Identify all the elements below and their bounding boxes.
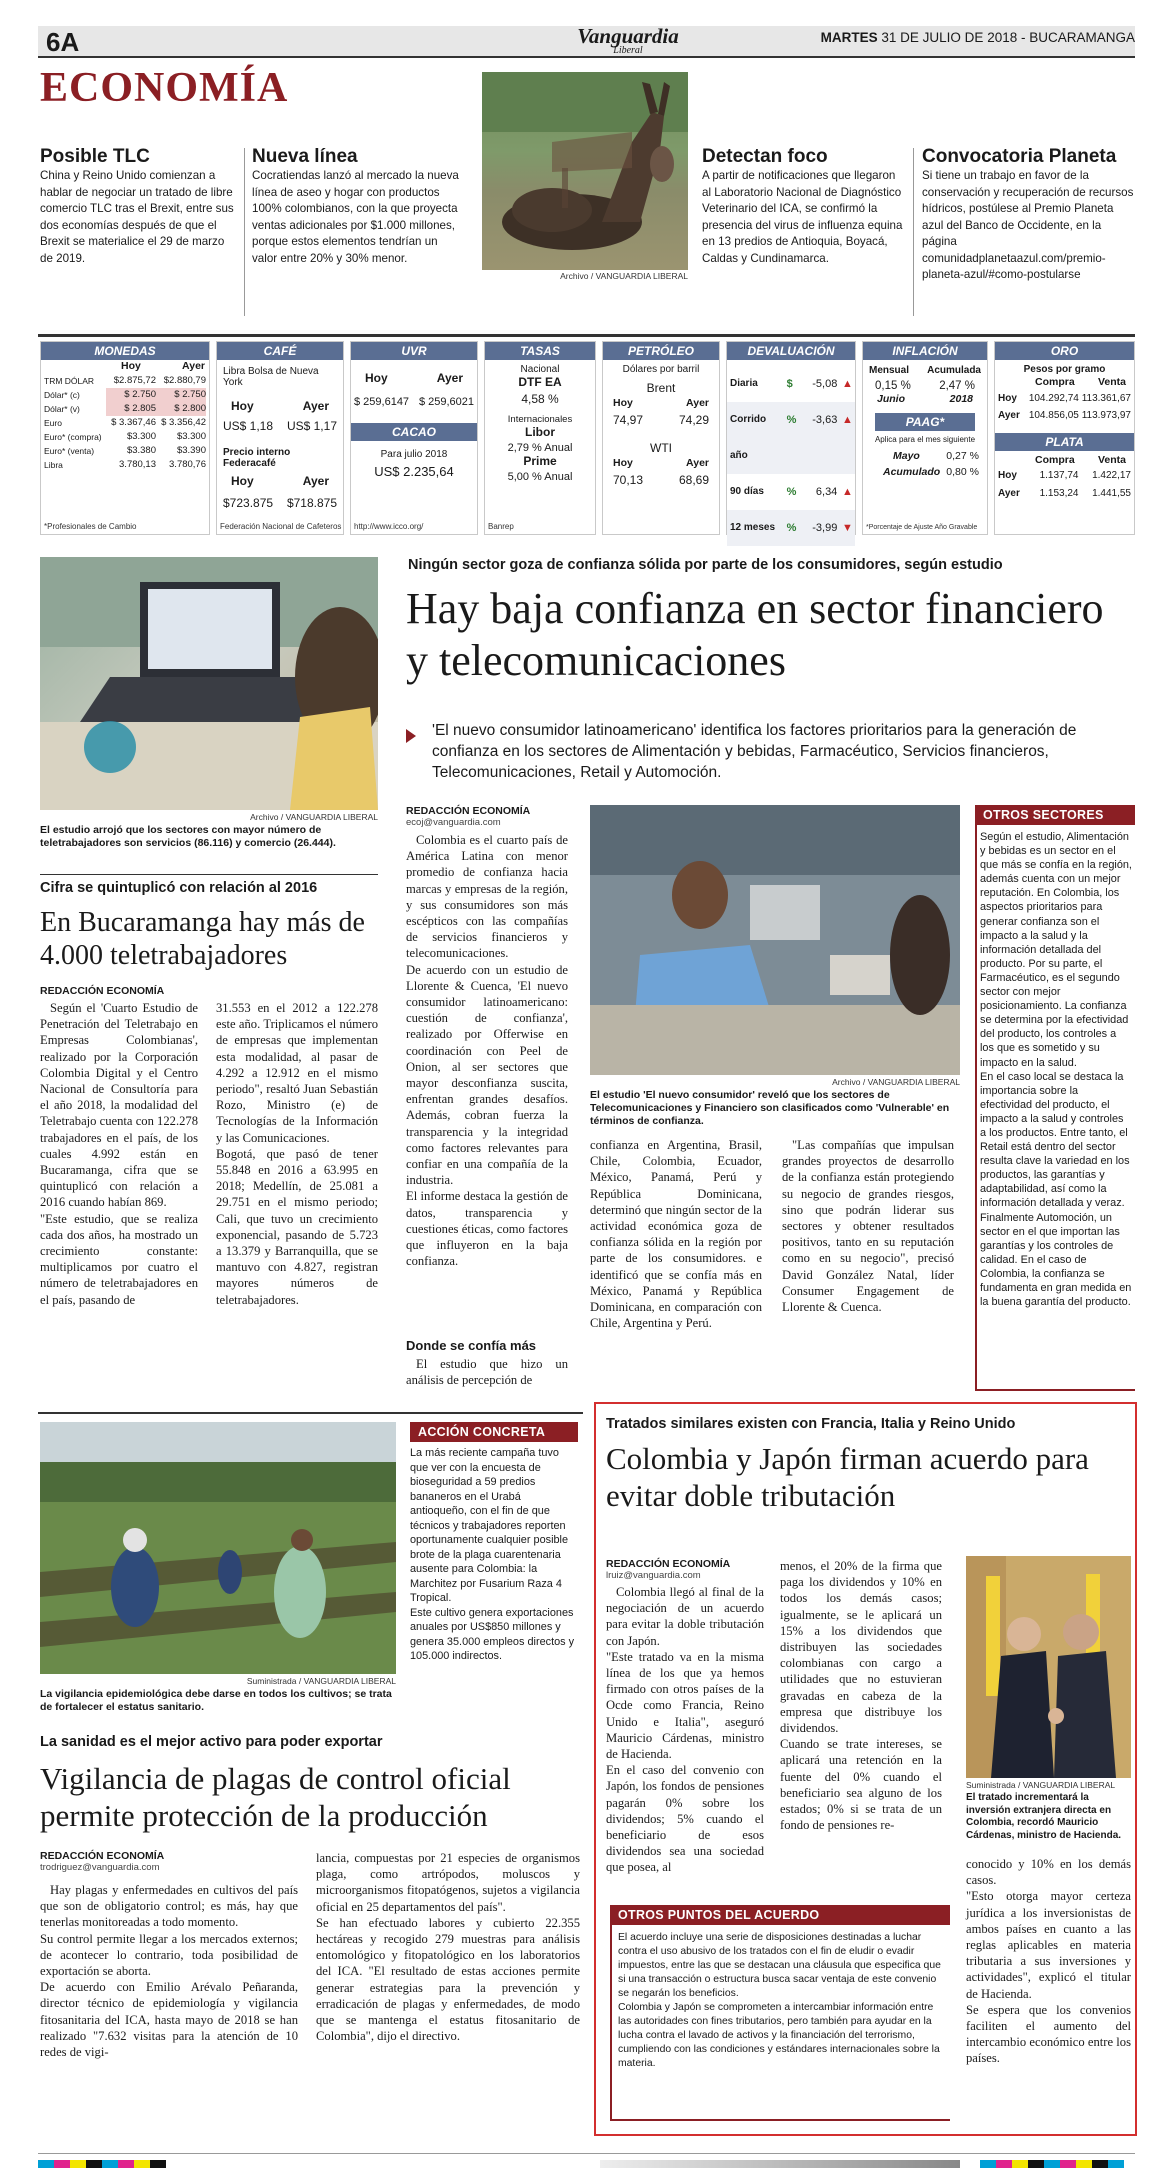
market-cell: 113.361,67: [1081, 392, 1131, 404]
wti-heads: [603, 455, 719, 471]
market-cell: 12 meses: [730, 522, 776, 533]
market-row: [41, 374, 209, 388]
market-cell: %: [786, 522, 797, 534]
main-deck: [406, 720, 1136, 783]
paag-mayo-label: Mayo: [893, 449, 920, 462]
wti-v2: 68,69: [678, 472, 709, 487]
tele-headline: En Bucaramanga hay más de 4.000 teletrabajadores: [40, 907, 365, 971]
market-cell: Dólar* (v): [44, 403, 80, 414]
market-cell: Hoy: [998, 470, 1017, 481]
paag-mayo: [863, 444, 987, 464]
market-note: *Profesionales de Cambio: [44, 522, 137, 531]
japon-headline: Colombia y Japón firman acuerdo para evitar doble tributación: [606, 1441, 1089, 1513]
japon-col3: conocido y 10% en los demás casos. "Esto otorga mayor certeza jurídica a los inversionistas de ambos países en cuanto a las reglas aplicables en materia tributaria a sus inversiones y actividades", explicó el titular de Hacienda. Se espera que los convenios faciliten el aumento del intercambio económico entre los países.: [966, 1857, 1131, 2066]
cafe-v2: US$ 1,17: [286, 418, 337, 433]
market-row: [41, 458, 209, 472]
market-cell: TRM DÓLAR: [44, 375, 95, 386]
market-cell: $2.880,79: [163, 374, 206, 386]
brief-title: Posible TLC: [40, 146, 150, 167]
market-devaluacion: [726, 341, 856, 535]
brief-title: Detectan foco: [702, 146, 828, 167]
bank-illustration: [590, 805, 960, 1075]
col-ayer: Ayer: [302, 399, 329, 413]
market-cell: 6,34: [815, 486, 838, 498]
plagas-byline: [40, 1850, 164, 1873]
plagas-byline-email: trodriguez@vanguardia.com: [40, 1862, 160, 1873]
market-petroleo: [602, 341, 720, 535]
farm-photo-credit: Suministrada / VANGUARDIA LIBERAL: [246, 1676, 396, 1686]
plagas-headline: Vigilancia de plagas de control oficial permite protección de la producción: [40, 1761, 511, 1833]
date-line: [821, 30, 1135, 45]
market-cell: Ayer: [998, 410, 1020, 421]
market-header: TASAS: [485, 342, 595, 360]
col-ayer: Ayer: [182, 360, 205, 372]
market-cell: 1.137,74: [1039, 470, 1079, 481]
col-hoy: Hoy: [613, 457, 633, 469]
infl-labels: [863, 393, 987, 407]
plagas-col2: lancia, compuestas por 21 especies de organismos plaga, como artrópodos, moluscos y microorganismos fitopatógenos, sujetos a vigilancia oficial en 25 departamentos del país". Se han efectuado labores y cubierto 22.355 hectáreas y recogido 279 muestras para análisis entomológico y fitopatológico en los laboratorios del ICA. "El resultado de estas acciones permite generar estrategias para la prevención y erradicación de plagas y enfermedades, de modo que se mantenga el estatus fitosanitario de Colombia", dijo el directivo.: [316, 1851, 580, 2044]
cacao-sub: Para julio 2018: [380, 449, 448, 460]
tasas-v2: 2,79 % Anual: [507, 442, 573, 454]
market-cell: 3.780,13: [119, 458, 156, 470]
tele-byline: REDACCIÓN ECONOMÍA: [40, 985, 165, 997]
japon-col2: menos, el 20% de la firma que paga los dividendos y 10% en todos los demás casos; igualmente, se le aplicará un 15% a los dividendos que distribuyen las sociedades colombianas con cargo a utilidades que no estuvieran gravadas en cabeza de la empresa que distribuye los dividendos. Cuando se trate intereses, se aplicará una retención en la fuente del 0% cuando el beneficiario sea alguno de los estados; 0% si se trata de un fondo de pensiones re-: [780, 1559, 942, 1833]
col-hoy: Hoy: [121, 360, 141, 372]
brief-2: [252, 145, 460, 267]
market-oro: [994, 341, 1135, 535]
market-cell: $3.380: [126, 444, 156, 456]
market-cell: 104.292,74: [1028, 392, 1079, 404]
wti-vals: [603, 471, 719, 488]
brief-text: Si tiene un trabajo en favor de la conservación y recuperación de recursos hídricos, postúlese al Premio Planeta azul del Banco de Occidente, en la página comunidadplanetaazul.com/premio-planeta-azul/#como-postularse: [922, 169, 1134, 281]
market-row: [41, 388, 209, 402]
cafe-vals: [217, 414, 343, 434]
market-cell: -3,63: [812, 414, 838, 426]
market-cell: 3.780,76: [169, 458, 206, 470]
masthead: [38, 26, 1135, 58]
japon-byline: [606, 1558, 730, 1581]
market-header: MONEDAS: [41, 342, 209, 360]
col-hoy: Hoy: [231, 399, 254, 413]
paag-acum-label: Acumulado: [883, 466, 941, 478]
market-cell: $ 2.805: [106, 402, 156, 416]
cafe-v3: $723.875: [223, 495, 274, 510]
paag-mayo-val: 0,27 %: [946, 449, 979, 462]
market-cell: $ 2.800: [156, 402, 206, 416]
section-rule: [38, 1412, 583, 1414]
bank-photo-credit: Archivo / VANGUARDIA LIBERAL: [832, 1077, 960, 1087]
infl-v2: 2,47 %: [939, 379, 975, 392]
paag-acum: [863, 463, 987, 480]
market-cell: 104.856,05: [1028, 410, 1079, 421]
main-subhead: Donde se confía más: [406, 1338, 537, 1353]
market-cell: Euro* (venta): [44, 445, 95, 456]
market-header: DEVALUACIÓN: [727, 342, 855, 360]
market-row: [727, 474, 855, 510]
market-cafe: [216, 341, 344, 535]
infl-h2: Acumulada: [927, 365, 981, 376]
main-col1: Colombia es el cuarto país de América Latina con menor promedio de confianza hacia marcas y empresas de la región, y sus consumidores son más escépticos con las compañías de servicios financieros y telecomunicaciones. De acuerdo con un estudio de Llorente & Cuenca, 'El nuevo consumidor latinoamericano: cuestión de confianza', realizado por Offerwise en coordinación con Peel de Onion, al ser sectores que mayor desconfianza suscita, enfrentan grandes desafíos. Además, cobran fuerza la transparencia y la integridad como factores relevantes para confiar en una compañía de la industria. El informe destaca la gestión de datos, transparencia y cuestiones éticas, como factores que influyeron en la baja confianza.: [406, 833, 568, 1269]
brief-title: Nueva línea: [252, 146, 358, 167]
brief-title: Convocatoria Planeta: [922, 146, 1117, 167]
plagas-byline-name: REDACCIÓN ECONOMÍA: [40, 1850, 165, 1862]
brand-name: Vanguardia: [577, 24, 679, 48]
market-row: [995, 390, 1134, 408]
market-row: [41, 402, 209, 416]
tasas-l2: DTF EA: [518, 375, 562, 389]
market-cell: $ 3.367,46: [111, 416, 156, 428]
col-ayer: Ayer: [302, 474, 329, 488]
market-cell: ▼: [841, 522, 853, 534]
market-row: [995, 485, 1134, 503]
col-hoy: Hoy: [365, 371, 388, 385]
market-cell: -5,08: [812, 378, 838, 390]
section-title: ECONOMÍA: [40, 65, 289, 111]
market-cell: $2.875,72: [113, 374, 156, 386]
cafe-v4: $718.875: [286, 495, 337, 510]
oro-rows: [995, 390, 1134, 425]
main-byline-email: ecoj@vanguardia.com: [406, 817, 501, 828]
main-col2: confianza en Argentina, Brasil, Chile, Colombia, Ecuador, México, Panamá, Perú y República Dominicana, determinó que ningún sector de la actividad económica goza de confianza sólida en la región por parte de los consumidores. e identificó que se confía más en México, Panamá y República Dominicana, en comparación con Chile, Argentina y Perú.: [590, 1138, 762, 1331]
brent-heads: [603, 395, 719, 411]
oro-compra: Compra: [1035, 376, 1075, 388]
market-cell: -3,99: [812, 522, 838, 534]
color-registration-left: [38, 2160, 166, 2168]
paag-header: PAAG*: [875, 413, 975, 431]
color-registration-right: [980, 2160, 1124, 2168]
uvr-heads: [351, 360, 477, 386]
japon-byline-email: lruiz@vanguardia.com: [606, 1570, 701, 1581]
footer-rule: [38, 2153, 1135, 2154]
otros-puntos-title: OTROS PUNTOS DEL ACUERDO: [610, 1905, 950, 1925]
main-col1b: El estudio que hizo un análisis de percepción de: [406, 1357, 568, 1388]
market-row: [41, 416, 209, 430]
market-cell: Ayer: [998, 487, 1020, 499]
market-cell: Dólar* (c): [44, 389, 80, 400]
tasas-l3: Internacionales: [507, 414, 573, 425]
cacao-header: CACAO: [351, 423, 477, 441]
mule-illustration: [482, 72, 688, 270]
gray-bar: [600, 2160, 960, 2168]
market-note: Federación Nacional de Cafeteros: [220, 522, 342, 531]
infl-v1: 0,15 %: [875, 379, 911, 392]
market-cell: Hoy: [998, 392, 1017, 404]
market-cell: $3.300: [126, 430, 156, 442]
sidebar-text: Según el estudio, Alimentación y bebidas es un sector en el que más se confía en la región, además cuenta con un mejor reputación. En Colombia, los aspectos prioritarios para generar confianza son el impacto a la salud y la información detallada del producto. Por su parte, el Farmacéutico, es el segundo sector con mejor posicionamiento. La confianza se determina por la efectividad del producto, los controles a los que es sometido y su impacto en la salud. En el caso local se destaca la importancia sobre la efectividad del producto, el impacto a la salud y controles a los productos. Entre tanto, el Retail está dentro del sector resulta clave la variedad en los productos, las garantías y adaptabilidad, así como la información detallada y veraz. Finalmente Automoción, un sector en el que importan las garantías y los controles de calidad. En el caso de Colombia, la confianza se fundamenta en gran medida en la buena garantía del producto.: [980, 831, 1132, 1309]
paag-acum-val: 0,80 %: [946, 466, 979, 478]
market-colheads: [41, 360, 209, 374]
date-day: MARTES: [820, 30, 878, 45]
paag-sub: Aplica para el mes siguiente: [874, 434, 976, 444]
brief-3: [702, 145, 907, 267]
cafe-heads2: [217, 469, 343, 489]
market-cell: %: [786, 414, 797, 426]
ministers-illustration: [966, 1556, 1131, 1778]
market-row: [727, 366, 855, 402]
tasas-l1: Nacional: [520, 364, 560, 375]
deck-marker: [406, 729, 416, 743]
monedas-rows: [41, 374, 209, 472]
main-byline: [406, 805, 530, 828]
brief-1: [40, 145, 238, 267]
market-cell: Corrido año: [730, 414, 767, 461]
tele-col1: Según el 'Cuarto Estudio de Penetración del Teletrabajo en Empresas Colombianas', realizado por la Corporación Colombia Digital y el Centro Nacional de Consultoría para el año 2018, la modalidad del Teletrabajo cuenta con 122.278 trabajadores en el país, de los cuales 4.992 están en Bucaramanga, cifra que se quintuplicó con relación a 2016 cuando habían 869. "Este estudio, que se realiza cada dos años, ha mostrado un crecimiento constante: multiplicamos por cuatro el número de teletrabajadores en el país, pasando de: [40, 1001, 198, 1307]
tasas-l4: Libor: [525, 425, 555, 439]
main-kicker: Ningún sector goza de confianza sólida por parte de los consumidores, según estudio: [408, 557, 1003, 573]
deck-text: 'El nuevo consumidor latinoamericano' identifica los factores prioritarios para la generación de confianza en los sectores de Alimentación y bebidas, Farmacéutico, Servicios financieros, Telecomunicaciones, Retail y Automoción.: [432, 722, 1077, 781]
market-cell: 90 días: [730, 486, 764, 497]
market-header: ORO: [995, 342, 1134, 360]
plagas-col1: Hay plagas y enfermedades en cultivos del país que son de obligatorio control; es más, hay que tenerlas monitoreadas a todo momento. Su control permite llegar a los mercados externos; de acontecer lo contrario, toda posibilidad de exportación se aborta. De acuerdo con Emilio Arévalo Peñaranda, director técnico de epidemiología y vigilancia fitosanitaria del ICA, hasta mayo de 2018 se han realizado "7.632 visitas para la atención de 10 redes de vigi-: [40, 1883, 298, 2060]
plata-venta: Venta: [1097, 453, 1126, 466]
market-monedas: [40, 341, 210, 535]
infl-vals: [863, 378, 987, 394]
brent-v1: 74,97: [613, 412, 644, 427]
market-note: http://www.icco.org/: [354, 522, 424, 531]
uvr-v1: $ 259,6147: [354, 395, 410, 408]
wti-v1: 70,13: [613, 472, 644, 487]
bank-photo: [590, 805, 960, 1075]
plata-compra: Compra: [1035, 453, 1075, 466]
market-note: *Porcentaje de Ajuste Año Gravable: [866, 524, 978, 531]
brent-v2: 74,29: [678, 412, 709, 427]
petroleo-wti: WTI: [650, 441, 672, 455]
market-cell: $ 2.750: [156, 388, 206, 402]
main-headline: Hay baja confianza en sector financiero y telecomunicaciones: [406, 584, 1104, 685]
otros-puntos-text: El acuerdo incluye una serie de disposiciones destinadas a luchar contra el uso abusivo de los tratados con el fin de eludir o evadir impuestos, entre las que se destacan una cláusula que especifica que si una transacción o estructura busca sacar ventaja de este convenio se negarán los beneficios. Colombia y Japón se comprometen a intercambiar información entre las autoridades con fines tributarios, pero también para ayudar en la lucha contra el lavado de activos y la financiación del terrorismo, cumpliendo con las condiciones y estándares internacionales sobre la materia.: [618, 1932, 941, 2069]
infl-l1: Junio: [877, 393, 905, 405]
brief-photo-credit: Archivo / VANGUARDIA LIBERAL: [560, 271, 688, 281]
ministers-photo-credit: Suministrada / VANGUARDIA LIBERAL: [966, 1780, 1116, 1790]
col-ayer: Ayer: [686, 397, 709, 409]
cacao-val: US$ 2.235,64: [374, 464, 454, 479]
tele-col2: 31.553 en el 2012 a 122.278 este año. Triplicamos el número de empresas que implementan esta modalidad, al pasar de 4.292 a 12.912 en el mismo periodo", resaltó Juan Sebastián Rozo, Ministro (e) de Tecnologías de la Información y las Comunicaciones. Bogotá, que pasó de tener 55.848 en 2016 a 63.995 en 2018; Medellín, de 25.081 a 29.751 en el mismo periodo; Cali, que tuvo un crecimiento exponencial, pasando de 5.723 a 13.379 y Barranquilla, que se mantuvo con 4.827, registran mayores números de teletrabajadores.: [216, 1001, 378, 1307]
oro-sub: Pesos por gramo: [1023, 364, 1106, 375]
market-header: PETRÓLEO: [603, 342, 719, 360]
market-uvr: [350, 341, 478, 535]
infl-l2: 2018: [949, 393, 973, 405]
cafe-sub2: Precio interno Federacafé: [223, 447, 291, 469]
brand-logo: [558, 26, 698, 56]
market-row: [727, 510, 855, 546]
col-ayer: Ayer: [686, 457, 709, 469]
oro-heads: [995, 375, 1134, 390]
laptop-photo: [40, 557, 378, 810]
market-cell: Euro: [44, 417, 62, 428]
laptop-illustration: [40, 557, 378, 810]
brand-sub: Liberal: [613, 45, 643, 56]
japon-col1: Colombia llegó al final de la negociación de un acuerdo para evitar la doble tributación con Japón. "Este tratado va en la misma línea de los que ya hemos firmado con otros países de la Ocde como Francia, Reino Unido e Italia", aseguró Mauricio Cárdenas, ministro de Hacienda. En el caso del convenio con Japón, los fondos de pensiones pagarán 0% sobre los dividendos; 5% cuando el beneficiario de esos dividendos sea una sociedad que posea, al: [606, 1585, 764, 1875]
col-ayer: Ayer: [436, 371, 463, 385]
market-note: Banrep: [488, 522, 514, 531]
cafe-vals2: [217, 489, 343, 511]
col-hoy: Hoy: [231, 474, 254, 488]
uvr-v2: $ 259,6021: [418, 395, 474, 408]
market-cell: 1.441,55: [1092, 487, 1131, 499]
infl-h1: Mensual: [869, 365, 910, 376]
brief-text: China y Reino Unido comienzan a hablar de negociar un tratado de libre comercio TLC tras el Brexit, entre sus dos economías después de que el Brexit se materialice el 29 de marzo de 2019.: [40, 169, 234, 265]
market-cell: ▲: [841, 486, 853, 498]
market-cell: $3.300: [176, 430, 206, 442]
market-cell: 1.422,17: [1092, 470, 1131, 481]
market-row: [41, 444, 209, 458]
tasas-l5: Prime: [523, 454, 557, 468]
ministers-photo: [966, 1556, 1131, 1778]
market-cell: Euro* (compra): [44, 431, 102, 442]
market-cell: 113.973,97: [1081, 410, 1131, 421]
market-cell: 1.153,24: [1039, 487, 1079, 499]
market-header: INFLACIÓN: [863, 342, 987, 360]
divider: [913, 148, 914, 316]
mule-photo: [482, 72, 688, 270]
plata-header: PLATA: [995, 433, 1134, 451]
infl-heads: [863, 360, 987, 378]
tasas-v3: 5,00 % Anual: [507, 471, 573, 483]
deval-rows: [727, 366, 855, 546]
petroleo-sub: Dólares por barril: [622, 364, 700, 375]
plata-heads: [995, 451, 1134, 468]
tasas-v1: 4,58 %: [521, 392, 559, 406]
tele-kicker: Cifra se quintuplicó con relación al 2016: [40, 874, 378, 896]
divider: [244, 148, 245, 316]
tele-photo-credit: Archivo / VANGUARDIA LIBERAL: [250, 812, 378, 822]
market-row: [727, 402, 855, 474]
col-hoy: Hoy: [613, 397, 633, 409]
market-row: [995, 467, 1134, 485]
main-col3: "Las compañías que impulsan grandes proyectos de desarrollo de la confianza están protegiendo su negocio de grandes riesgos, sino que podrán liderar sus sectores y obtener resultados positivos, tanto en su reputación como en su negocio", precisó David González Natal, líder Consumer Engagement de Llorente & Cuenca.: [782, 1138, 954, 1315]
tele-caption: El estudio arrojó que los sectores con mayor número de teletrabajadores son servicios (86.116) y comercio (26.444).: [40, 824, 336, 849]
date-rest: 31 DE JULIO DE 2018 - BUCARAMANGA: [881, 30, 1135, 45]
accion-title: ACCIÓN CONCRETA: [410, 1422, 578, 1442]
japon-kicker: Tratados similares existen con Francia, Italia y Reino Unido: [606, 1416, 1016, 1432]
market-row: [41, 430, 209, 444]
cafe-sub: Libra Bolsa de Nueva York: [223, 366, 319, 388]
oro-venta: Venta: [1097, 376, 1126, 388]
brief-text: Cocratiendas lanzó al mercado la nueva línea de aseo y hogar con productos 100% colombianos, con la que proyecta ventas adicionales por $1.000 millones, porque estos elementos tendrían un valor entre 20% y 30% menor.: [252, 169, 459, 265]
farm-caption: La vigilancia epidemiológica debe darse en todos los cultivos; se trata de fortalecer el estatus sanitario.: [40, 1688, 392, 1713]
market-inflacion: [862, 341, 988, 535]
market-cell: %: [786, 486, 797, 498]
brief-text: A partir de notificaciones que llegaron al Laboratorio Nacional de Diagnóstico Veterinario del ICA, se confirmó la presencia del virus de influenza equina en 13 predios de Antioquia, Boyacá, Caldas y Cundinamarca.: [702, 169, 903, 265]
cafe-heads: [217, 388, 343, 414]
market-cell: Diaria: [730, 378, 758, 389]
cafe-v1: US$ 1,18: [223, 418, 274, 433]
farm-illustration: [40, 1422, 396, 1674]
market-header: UVR: [351, 342, 477, 360]
market-cell: ▲: [841, 378, 853, 390]
market-tasas: [484, 341, 596, 535]
page-number: 6A: [46, 27, 80, 57]
market-cell: $ 3.356,42: [161, 416, 206, 428]
market-header: CAFÉ: [217, 342, 343, 360]
market-cell: Libra: [44, 459, 63, 470]
farm-photo: [40, 1422, 396, 1674]
uvr-vals: [351, 386, 477, 410]
japon-byline-name: REDACCIÓN ECONOMÍA: [606, 1558, 731, 1570]
market-row: [995, 407, 1134, 425]
market-cell: ▲: [841, 414, 853, 426]
sidebar-title: OTROS SECTORES: [975, 805, 1135, 825]
market-cell: $3.390: [176, 444, 206, 456]
ministers-caption: El tratado incrementará la inversión extranjera directa en Colombia, recordó Mauricio Cárdenas, ministro de Hacienda.: [966, 1792, 1122, 1841]
main-byline-name: REDACCIÓN ECONOMÍA: [406, 805, 531, 817]
accion-text: La más reciente campaña tuvo que ver con la encuesta de bioseguridad a 59 predios bananeros en el Urabá antioqueño, con el fin de que técnicos y trabajadores reporten oportunamente cualquier posible brote de la plaga cuarentenaria ausente para Colombia: la Marchitez por Fusarium Raza 4 Tropical. Este cultivo genera exportaciones anuales por US$850 millones y genera 35.000 empleos directos y 105.000 indirectos.: [410, 1447, 575, 1662]
bank-caption: El estudio 'El nuevo consumidor' reveló que los sectores de Telecomunicaciones y Financiero son clasificados como 'Vulnerable' en términos de confianza.: [590, 1089, 950, 1127]
plata-rows: [995, 467, 1134, 502]
market-cell: $: [786, 378, 793, 390]
petroleo-brent: Brent: [646, 381, 676, 395]
market-cell: $ 2.750: [106, 388, 156, 402]
brent-vals: [603, 411, 719, 428]
brief-4: [922, 145, 1134, 284]
plagas-kicker: La sanidad es el mejor activo para poder exportar: [40, 1734, 383, 1750]
